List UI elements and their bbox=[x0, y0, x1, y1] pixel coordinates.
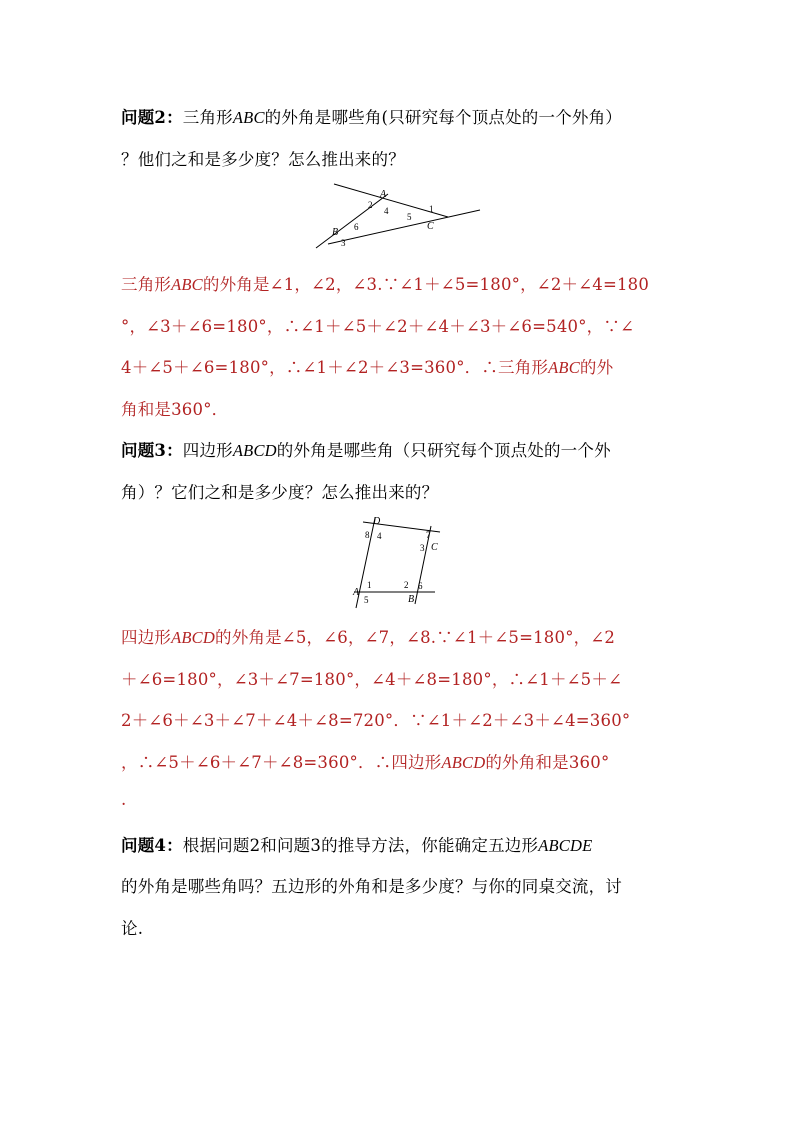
q4-line3: 论. bbox=[121, 919, 144, 938]
q3-answer-line2: ＋∠6=180°，∠3＋∠7=180°，∠4＋∠8=180°，∴∠1＋∠5＋∠ bbox=[121, 670, 623, 689]
q2-triangle-figure bbox=[310, 182, 490, 254]
q2-text-b: 的外角是哪些角(只研究每个顶点处的一个外角） bbox=[264, 108, 622, 127]
q3-quad-name: ABCD bbox=[232, 441, 277, 460]
q3-ans4-quad-name: ABCD bbox=[441, 753, 486, 772]
q4-label: 问题4： bbox=[121, 836, 183, 855]
q2-label-A: A bbox=[380, 189, 387, 200]
q3-answer-line5: . bbox=[121, 790, 127, 809]
q3-ans4-text-b: 的外角和是360° bbox=[485, 753, 610, 772]
q2-ans3-text-b: 的外 bbox=[579, 358, 614, 377]
q3-num-2: 2 bbox=[404, 580, 409, 590]
q3-num-7: 7 bbox=[426, 530, 431, 540]
q2-label-C: C bbox=[427, 221, 434, 232]
q3-line1 bbox=[121, 441, 681, 461]
q2-line-bc bbox=[328, 210, 480, 244]
q2-label-B: B bbox=[332, 227, 339, 238]
q4-pentagon-name: ABCDE bbox=[538, 836, 593, 855]
q3-ans-text-b: 的外角是∠5，∠6，∠7，∠8.∵∠1＋∠5=180°，∠2 bbox=[215, 628, 616, 647]
q3-label-D: D bbox=[373, 516, 381, 527]
q3-label-C: C bbox=[431, 542, 438, 553]
q3-answer-line3: 2＋∠6＋∠3＋∠7＋∠4＋∠8=720°．∵∠1＋∠2＋∠3＋∠4=360° bbox=[121, 711, 631, 730]
q3-label: 问题3： bbox=[121, 441, 183, 460]
q3-line2: 角）？它们之和是多少度？怎么推出来的？ bbox=[121, 483, 439, 502]
q2-num-2: 2 bbox=[368, 200, 373, 210]
q2-line-ab bbox=[316, 194, 388, 248]
q3-text-a: 四边形 bbox=[182, 441, 233, 460]
q2-line2: ？他们之和是多少度？怎么推出来的？ bbox=[121, 150, 405, 169]
q2-answer-line4: 角和是360°． bbox=[121, 400, 229, 419]
q3-answer-line4 bbox=[121, 753, 681, 773]
q3-num-6: 6 bbox=[418, 581, 423, 591]
q4-line1 bbox=[121, 836, 681, 856]
q3-label-B: B bbox=[408, 594, 415, 605]
q2-num-4: 4 bbox=[384, 206, 389, 216]
q2-answer-line3 bbox=[121, 358, 681, 378]
q2-num-3: 3 bbox=[341, 238, 346, 248]
q2-num-1: 1 bbox=[429, 204, 434, 214]
q2-ans3-text-a: 4＋∠5＋∠6=180°，∴∠1＋∠2＋∠3=360°．∴三角形 bbox=[121, 358, 549, 377]
q3-num-4: 4 bbox=[377, 531, 382, 541]
q2-answer-line2: °，∠3＋∠6=180°，∴∠1＋∠5＋∠2＋∠4＋∠3＋∠6=540°，∵∠ bbox=[121, 317, 635, 336]
q2-ans-text-a: 三角形 bbox=[121, 275, 172, 294]
q2-text-a: 三角形 bbox=[182, 108, 233, 127]
q2-triangle-name: ABC bbox=[232, 108, 265, 127]
q2-ans-triangle-name: ABC bbox=[171, 275, 203, 294]
q2-label: 问题2： bbox=[121, 108, 183, 127]
q3-num-1: 1 bbox=[367, 580, 372, 590]
q2-ans3-triangle-name: ABC bbox=[548, 358, 580, 377]
q3-quadrilateral-figure bbox=[345, 514, 445, 610]
q3-num-3: 3 bbox=[420, 543, 425, 553]
q3-label-A: A bbox=[353, 587, 360, 598]
q4-line2: 的外角是哪些角吗？五边形的外角和是多少度？与你的同桌交流，讨 bbox=[121, 877, 622, 896]
q2-num-6: 6 bbox=[354, 222, 359, 232]
q3-text-b: 的外角是哪些角（只研究每个顶点处的一个外 bbox=[276, 441, 611, 460]
q3-ans-text-a: 四边形 bbox=[121, 628, 172, 647]
q3-answer-line1 bbox=[121, 628, 681, 648]
q2-answer-line1 bbox=[121, 275, 681, 295]
q3-ans-quad-name: ABCD bbox=[171, 628, 215, 647]
q4-text-a: 根据问题2和问题3的推导方法，你能确定五边形 bbox=[182, 836, 539, 855]
q2-line1 bbox=[121, 108, 681, 128]
q2-ans-text-b: 的外角是∠1，∠2，∠3.∵∠1＋∠5=180°，∠2＋∠4=180 bbox=[202, 275, 650, 294]
q2-num-5: 5 bbox=[407, 212, 412, 222]
q3-num-5: 5 bbox=[364, 595, 369, 605]
q3-ans4-text-a: ，∴∠5＋∠6＋∠7＋∠8=360°．∴四边形 bbox=[121, 753, 442, 772]
q3-num-8: 8 bbox=[365, 530, 370, 540]
